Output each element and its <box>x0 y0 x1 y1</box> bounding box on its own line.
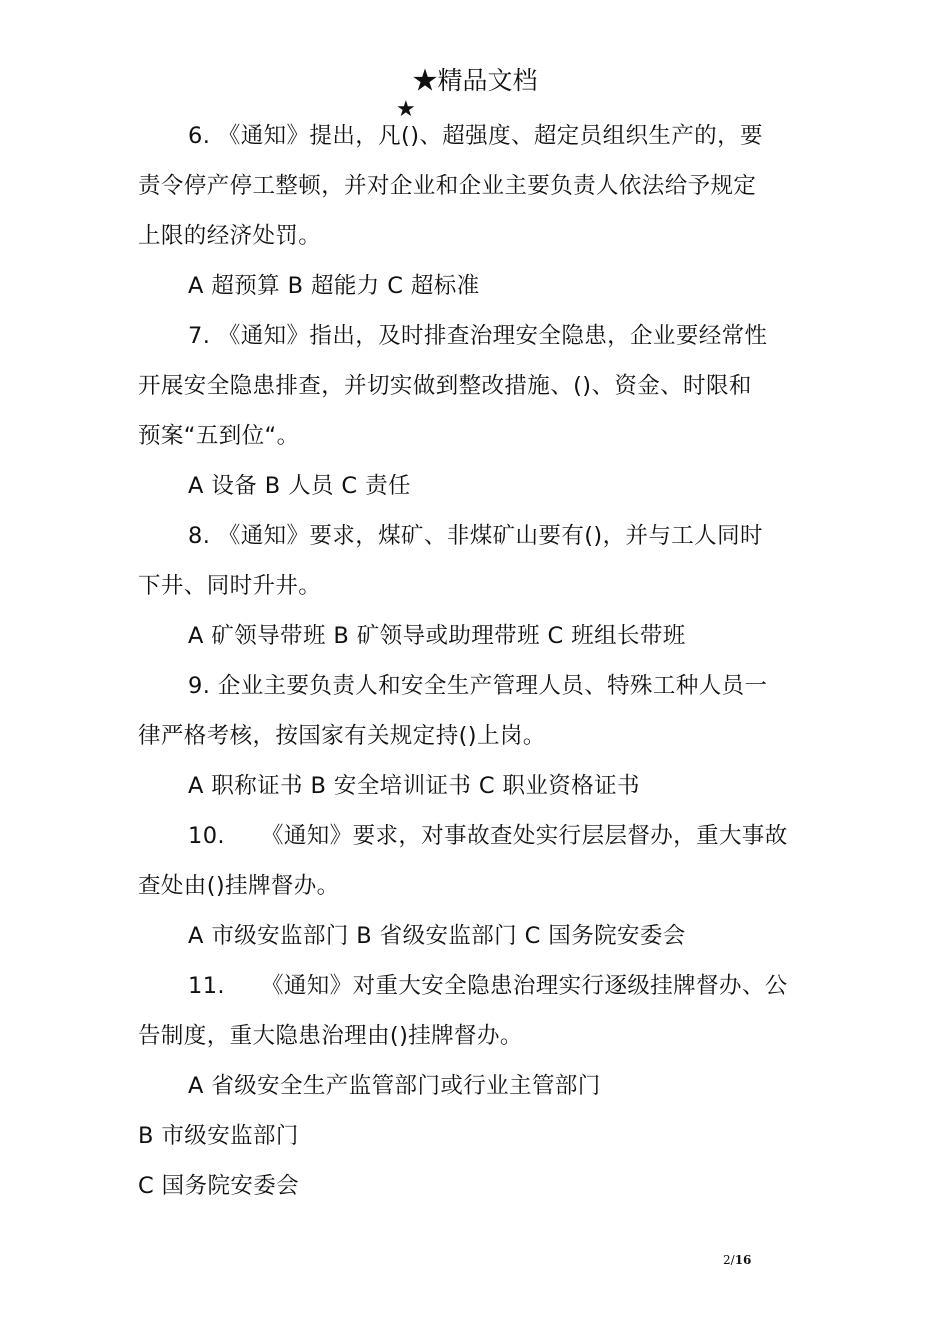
text-line <box>138 961 818 1011</box>
line-text: 上限的经济处罚。 <box>138 223 322 249</box>
line-text: A 省级安全生产监管部门或行业主管部门 <box>188 1073 601 1099</box>
text-line <box>138 411 818 461</box>
text-line <box>138 161 818 211</box>
line-text: 9. 企业主要负责人和安全生产管理人员、特殊工种人员一 <box>188 673 768 699</box>
header-star-icon: ★ <box>396 97 416 122</box>
text-line <box>138 561 818 611</box>
text-line <box>138 861 818 911</box>
text-line <box>138 311 818 361</box>
text-line <box>138 261 818 311</box>
text-line <box>138 1061 818 1111</box>
line-text: 8. 《通知》要求，煤矿、非煤矿山要有()，并与工人同时 <box>188 523 763 549</box>
text-line <box>138 661 818 711</box>
line-text: 开展安全隐患排查，并切实做到整改措施、()、资金、时限和 <box>138 373 752 399</box>
text-line <box>138 811 818 861</box>
text-line <box>138 511 818 561</box>
line-text: 告制度，重大隐患治理由()挂牌督办。 <box>138 1023 523 1049</box>
text-line <box>138 711 818 761</box>
page-header-title: ★精品文档 <box>412 66 538 95</box>
line-text: 6. 《通知》提出，凡()、超强度、超定员组织生产的，要 <box>188 123 763 149</box>
line-text: 下井、同时升井。 <box>138 573 322 599</box>
line-text: 《通知》要求，对事故查处实行层层督办，重大事故 <box>260 823 788 849</box>
text-line <box>138 111 818 161</box>
page-total: 16 <box>734 1253 752 1267</box>
line-text: 预案“五到位“。 <box>138 423 300 449</box>
line-text: A 市级安监部门 B 省级安监部门 C 国务院安委会 <box>188 923 686 949</box>
text-line <box>138 461 818 511</box>
text-line <box>138 911 818 961</box>
text-line <box>138 1161 818 1211</box>
text-line <box>138 611 818 661</box>
line-text: A 矿领导带班 B 矿领导或助理带班 C 班组长带班 <box>188 623 686 649</box>
page-number <box>723 1252 751 1268</box>
line-text: B 市级安监部门 <box>138 1123 299 1149</box>
line-text: C 国务院安委会 <box>138 1173 300 1199</box>
question-number: 10. <box>188 823 225 849</box>
text-line <box>138 361 818 411</box>
text-line <box>138 1011 818 1061</box>
text-line <box>138 211 818 261</box>
line-text: A 设备 B 人员 C 责任 <box>188 473 411 499</box>
document-body <box>138 111 818 1211</box>
line-text: 《通知》对重大安全隐患治理实行逐级挂牌督办、公 <box>260 973 788 999</box>
question-number: 11. <box>188 973 225 999</box>
line-text: 律严格考核，按国家有关规定持()上岗。 <box>138 723 546 749</box>
line-text: 责令停产停工整顿，并对企业和企业主要负责人依法给予规定 <box>138 173 757 199</box>
line-text: A 职称证书 B 安全培训证书 C 职业资格证书 <box>188 773 640 799</box>
text-line <box>138 1111 818 1161</box>
line-text: 查处由()挂牌督办。 <box>138 873 340 899</box>
page-current: 2/ <box>723 1253 735 1267</box>
line-text: 7. 《通知》指出，及时排查治理安全隐患，企业要经常性 <box>188 323 768 349</box>
line-text: A 超预算 B 超能力 C 超标准 <box>188 273 480 299</box>
text-line <box>138 761 818 811</box>
